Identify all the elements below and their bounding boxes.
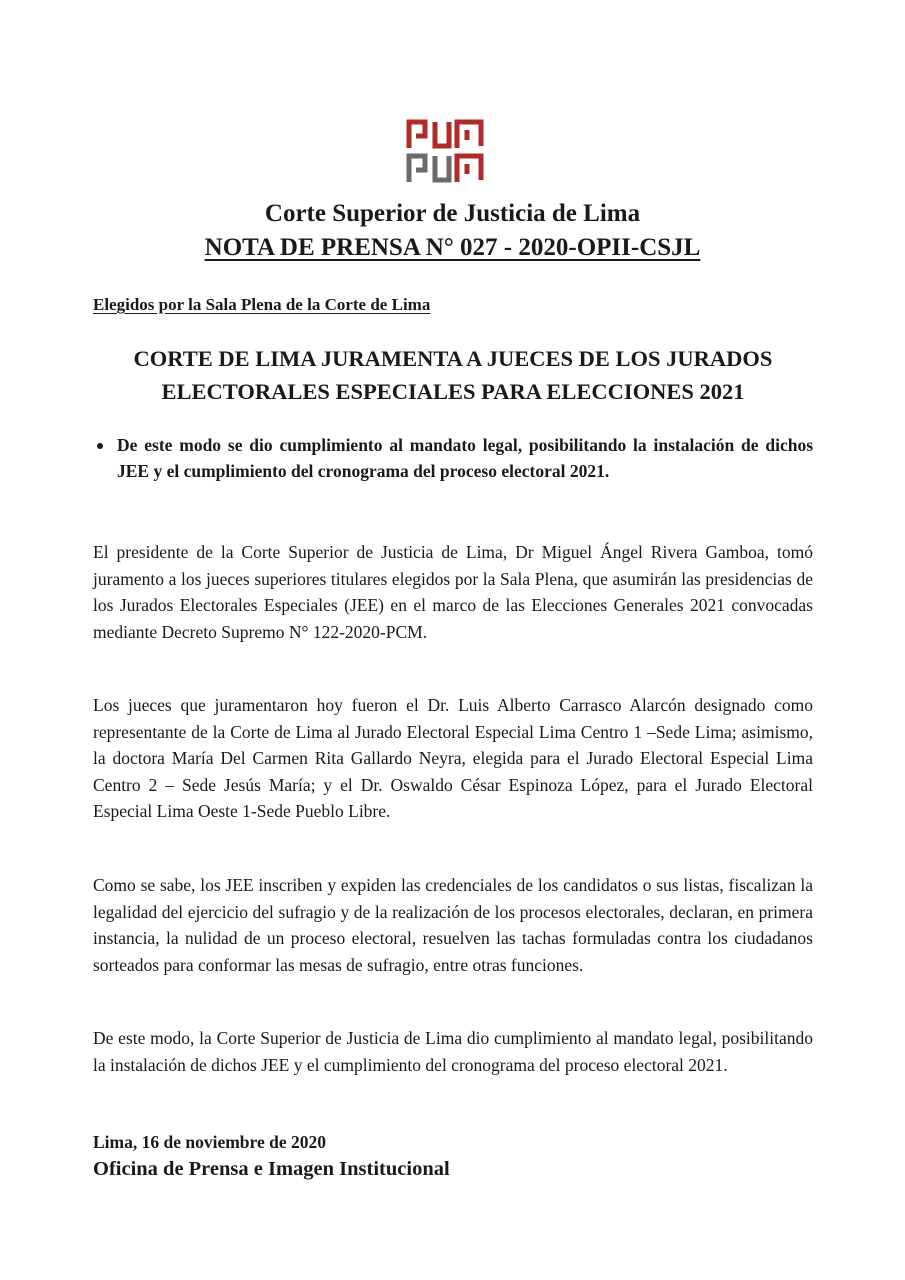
bullet-icon — [97, 443, 103, 449]
press-note-number: NOTA DE PRENSA N° 027 - 2020-OPII-CSJL — [204, 234, 701, 261]
headline-line: ELECTORALES ESPECIALES PARA ELECCIONES 2021 — [161, 379, 745, 404]
highlight-list — [93, 432, 813, 484]
body-paragraph: Como se sabe, los JEE inscriben y expiden las credenciales de los candidatos o sus listas, fiscalizan la legalidad del ejercicio del sufragio y de la realización de los procesos electorales, declaran, en primera instancia, la nulidad de un proceso electoral, resuelven las tachas formuladas contra los ciudadanos sorteados para conformar las mesas de sufragio, entre otras funciones. — [93, 875, 813, 975]
body-paragraph: El presidente de la Corte Superior de Justicia de Lima, Dr Miguel Ángel Rivera Gamboa, tomó juramento a los jueces superiores titulares elegidos por la Sala Plena, que asumirán las presidencias de los Jurados Electorales Especiales (JEE) en el marco de las Elecciones Generales 2021 convocadas mediante Decreto Supremo N° 122-2020-PCM. — [93, 542, 813, 642]
headline-line: CORTE DE LIMA JURAMENTA A JUECES DE LOS JURADOS — [133, 346, 773, 371]
organization-name: Corte Superior de Justicia de Lima — [264, 200, 641, 227]
dateline: Lima, 16 de noviembre de 2020 — [93, 1132, 327, 1152]
headline — [93, 342, 813, 408]
highlight-item — [93, 432, 813, 484]
body-paragraph: De este modo, la Corte Superior de Justicia de Lima dio cumplimiento al mandato legal, posibilitando la instalación de dichos JEE y el cumplimiento del cronograma del proceso electoral 2021. — [93, 1028, 813, 1075]
highlight-text: De este modo se dio cumplimiento al mandato legal, posibilitando la instalación de dichos JEE y el cumplimiento del cronograma del proceso electoral 2021. — [117, 435, 813, 481]
poder-judicial-logo-icon — [405, 118, 485, 186]
body-paragraph: Los jueces que juramentaron hoy fueron el Dr. Luis Alberto Carrasco Alarcón designado como representante de la Corte de Lima al Jurado Electoral Especial Lima Centro 1 –Sede Lima; asimismo, la doctora María Del Carmen Rita Gallardo Neyra, elegida para el Jurado Electoral Especial Lima Centro 2 – Sede Jesús María; y el Dr. Oswaldo César Espinoza López, para el Jurado Electoral Especial Lima Oeste 1-Sede Pueblo Libre. — [93, 695, 813, 821]
office-signature: Oficina de Prensa e Imagen Institucional — [93, 1158, 450, 1180]
kicker: Elegidos por la Sala Plena de la Corte de Lima — [93, 295, 431, 314]
